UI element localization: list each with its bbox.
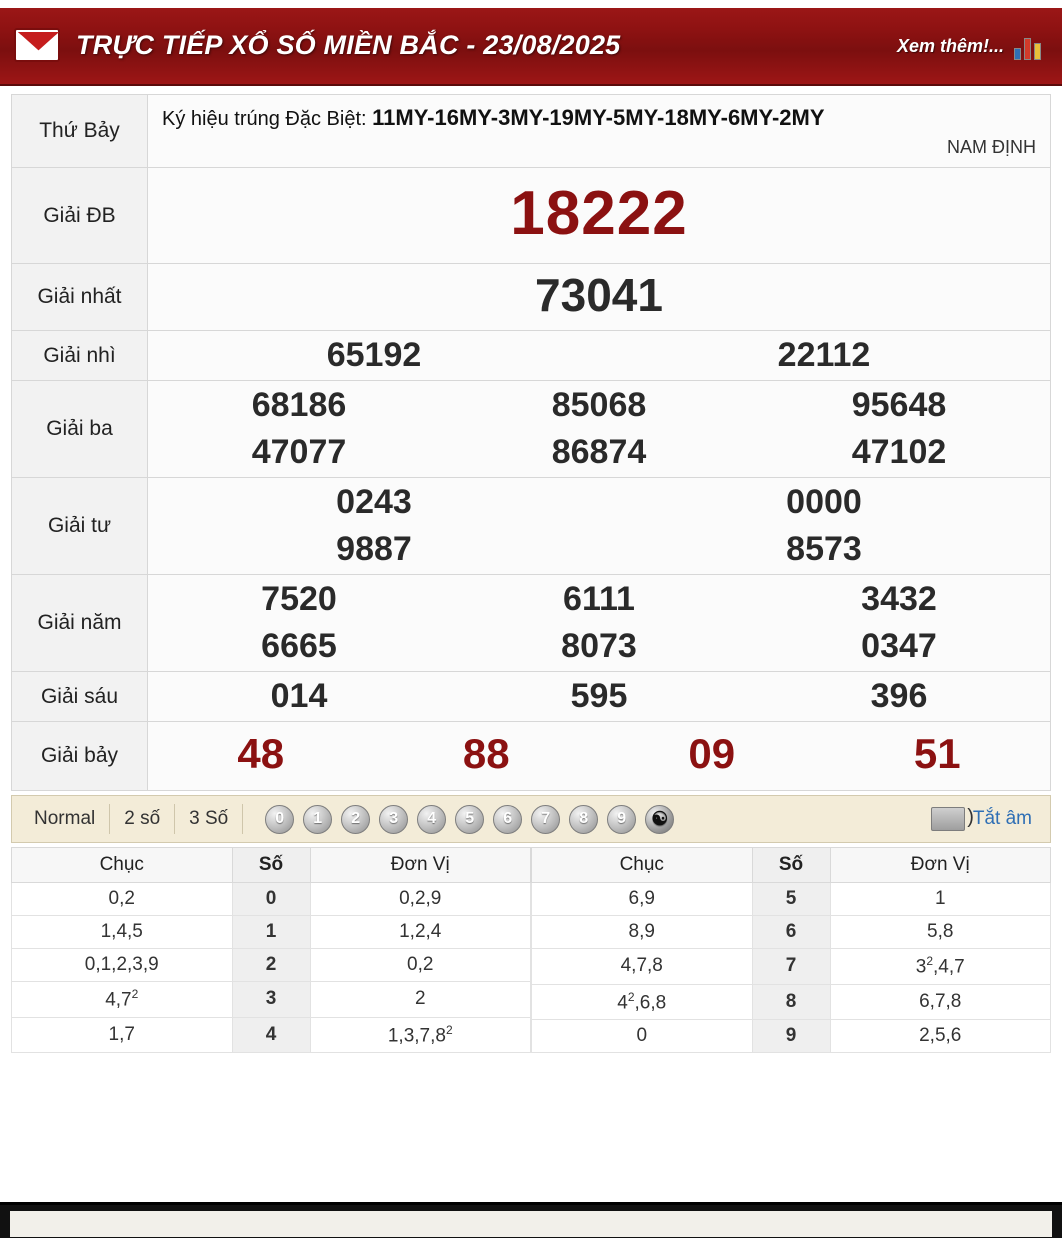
cell-donvi: 1,2,4 bbox=[310, 916, 531, 949]
table-row bbox=[532, 1019, 1051, 1052]
table-row bbox=[12, 883, 531, 916]
cell-so: 5 bbox=[752, 883, 830, 916]
table-row bbox=[532, 984, 1051, 1019]
symbol-value: 11MY-16MY-3MY-19MY-5MY-18MY-6MY-2MY bbox=[372, 105, 825, 130]
prize-number: 595 bbox=[570, 677, 628, 716]
province-label: NAM ĐỊNH bbox=[947, 137, 1036, 157]
prize-number: 85068 bbox=[551, 386, 647, 425]
col-header-so: Số bbox=[752, 848, 830, 883]
prize-values-g5 bbox=[148, 575, 1051, 672]
prize-label-g3: Giải ba bbox=[12, 381, 148, 478]
sound-label[interactable]: Tắt âm bbox=[972, 808, 1032, 830]
prize-number: 86874 bbox=[551, 433, 647, 472]
cell-so: 0 bbox=[232, 883, 310, 916]
digit-ball-1[interactable]: 1 bbox=[303, 805, 332, 834]
mail-icon bbox=[14, 28, 60, 62]
cell-chuc: 4,7,8 bbox=[532, 949, 753, 984]
digit-summary-right bbox=[531, 847, 1051, 1053]
table-row bbox=[12, 916, 531, 949]
table-row-g6 bbox=[12, 672, 1051, 722]
prize-number: 68186 bbox=[251, 386, 347, 425]
table-row-g2 bbox=[12, 331, 1051, 381]
prize-number: 6111 bbox=[563, 580, 635, 619]
prize-number: 0243 bbox=[336, 483, 412, 522]
weekday-label: Thứ Bảy bbox=[12, 95, 148, 168]
cell-so: 4 bbox=[232, 1017, 310, 1052]
three-digit-button[interactable]: 3 Số bbox=[175, 804, 243, 834]
prize-values-g7 bbox=[148, 722, 1051, 791]
sound-toggle[interactable] bbox=[931, 807, 1044, 831]
table-row-g3 bbox=[12, 381, 1051, 478]
prize-number: 51 bbox=[913, 730, 961, 778]
digit-ball-0[interactable]: 0 bbox=[265, 805, 294, 834]
digit-filter-balls bbox=[265, 805, 674, 834]
prize-values-g4 bbox=[148, 478, 1051, 575]
cell-chuc: 0,1,2,3,9 bbox=[12, 949, 233, 982]
cell-donvi: 0,2 bbox=[310, 949, 531, 982]
two-digit-button[interactable]: 2 số bbox=[110, 804, 175, 834]
table-row bbox=[12, 982, 531, 1017]
cell-donvi: 1 bbox=[830, 883, 1051, 916]
prize-values-g2 bbox=[148, 331, 1051, 381]
table-row-db bbox=[12, 168, 1051, 264]
prize-value-db: 18222 bbox=[148, 168, 1051, 264]
digit-ball-7[interactable]: 7 bbox=[531, 805, 560, 834]
page-header bbox=[0, 0, 1062, 86]
cell-donvi: 5,8 bbox=[830, 916, 1051, 949]
footer-inner bbox=[10, 1211, 1052, 1237]
speaker-icon[interactable] bbox=[931, 807, 965, 831]
cell-donvi: 2,5,6 bbox=[830, 1019, 1051, 1052]
cell-chuc: 1,7 bbox=[12, 1017, 233, 1052]
digit-summary-left bbox=[11, 847, 531, 1053]
lottery-results-table bbox=[11, 94, 1051, 791]
digit-ball-5[interactable]: 5 bbox=[455, 805, 484, 834]
cell-chuc: 0 bbox=[532, 1019, 753, 1052]
table-row bbox=[532, 949, 1051, 984]
prize-values-g6 bbox=[148, 672, 1051, 722]
footer-strip bbox=[0, 1202, 1062, 1238]
prize-label-db: Giải ĐB bbox=[12, 168, 148, 264]
prize-number: 0347 bbox=[861, 627, 937, 666]
cell-chuc: 6,9 bbox=[532, 883, 753, 916]
prize-number: 6665 bbox=[261, 627, 337, 666]
cell-chuc: 1,4,5 bbox=[12, 916, 233, 949]
prize-label-g6: Giải sáu bbox=[12, 672, 148, 722]
prize-number: 88 bbox=[462, 730, 510, 778]
prize-number: 0000 bbox=[786, 483, 862, 522]
see-more-link[interactable]: Xem thêm!... bbox=[896, 35, 1004, 56]
prize-label-g4: Giải tư bbox=[12, 478, 148, 575]
table-row bbox=[532, 916, 1051, 949]
special-symbol-cell bbox=[148, 95, 1051, 168]
table-row-g5 bbox=[12, 575, 1051, 672]
table-row bbox=[12, 1017, 531, 1052]
prize-label-g7: Giải bảy bbox=[12, 722, 148, 791]
prize-number: 65192 bbox=[326, 336, 422, 375]
table-header-row bbox=[12, 848, 531, 883]
cell-so: 6 bbox=[752, 916, 830, 949]
prize-number: 9887 bbox=[336, 530, 412, 569]
cell-so: 1 bbox=[232, 916, 310, 949]
cell-chuc: $4,7^2$ bbox=[12, 982, 233, 1017]
cell-chuc: $4^2,6,8$ bbox=[532, 984, 753, 1019]
cell-chuc: 0,2 bbox=[12, 883, 233, 916]
view-toolbar bbox=[11, 795, 1051, 843]
table-row-g7 bbox=[12, 722, 1051, 791]
prize-label-g1: Giải nhất bbox=[12, 264, 148, 331]
col-header-donvi: Đơn Vị bbox=[310, 848, 531, 883]
cell-so: 7 bbox=[752, 949, 830, 984]
cell-donvi: 6,7,8 bbox=[830, 984, 1051, 1019]
yin-yang-icon[interactable]: ☯ bbox=[645, 805, 674, 834]
digit-summary-section bbox=[11, 847, 1051, 1053]
col-header-donvi: Đơn Vị bbox=[830, 848, 1051, 883]
table-row bbox=[532, 883, 1051, 916]
prize-number: 7520 bbox=[261, 580, 337, 619]
prize-number: 396 bbox=[870, 677, 928, 716]
table-row-g4 bbox=[12, 478, 1051, 575]
prize-number: 3432 bbox=[861, 580, 937, 619]
table-row-symbol bbox=[12, 95, 1051, 168]
table-row bbox=[12, 949, 531, 982]
header-actions bbox=[897, 32, 1048, 60]
cell-donvi: 0,2,9 bbox=[310, 883, 531, 916]
cell-so: 2 bbox=[232, 949, 310, 982]
prize-number: 47077 bbox=[251, 433, 347, 472]
col-header-so: Số bbox=[232, 848, 310, 883]
prize-value-g1: 73041 bbox=[148, 264, 1051, 331]
digit-ball-8[interactable]: 8 bbox=[569, 805, 598, 834]
prize-values-g3 bbox=[148, 381, 1051, 478]
prize-number: 09 bbox=[688, 730, 736, 778]
col-header-chuc: Chục bbox=[532, 848, 753, 883]
cell-so: 9 bbox=[752, 1019, 830, 1052]
digit-ball-9[interactable]: 9 bbox=[607, 805, 636, 834]
bar-chart-icon[interactable] bbox=[1014, 32, 1048, 60]
mode-normal-button[interactable]: Normal bbox=[18, 804, 110, 834]
prize-number: 47102 bbox=[851, 433, 947, 472]
prize-number: 48 bbox=[237, 730, 285, 778]
prize-number: 8073 bbox=[561, 627, 637, 666]
digit-ball-4[interactable]: 4 bbox=[417, 805, 446, 834]
cell-donvi: 2 bbox=[310, 982, 531, 1017]
digit-ball-3[interactable]: 3 bbox=[379, 805, 408, 834]
digit-ball-6[interactable]: 6 bbox=[493, 805, 522, 834]
prize-label-g2: Giải nhì bbox=[12, 331, 148, 381]
cell-so: 8 bbox=[752, 984, 830, 1019]
prize-number: 22112 bbox=[777, 336, 871, 375]
symbol-label: Ký hiệu trúng Đặc Biệt: bbox=[162, 108, 367, 130]
cell-donvi: $3^2,4,7$ bbox=[830, 949, 1051, 984]
table-row-g1 bbox=[12, 264, 1051, 331]
page-title: TRỰC TIẾP XỔ SỐ MIỀN BẮC - 23/08/2025 bbox=[76, 29, 621, 60]
prize-label-g5: Giải năm bbox=[12, 575, 148, 672]
digit-ball-2[interactable]: 2 bbox=[341, 805, 370, 834]
col-header-chuc: Chục bbox=[12, 848, 233, 883]
prize-number: 014 bbox=[270, 677, 328, 716]
prize-number: 8573 bbox=[786, 530, 862, 569]
table-header-row bbox=[532, 848, 1051, 883]
cell-donvi: 1,3,7,8$^2$ bbox=[310, 1017, 531, 1052]
prize-number: 95648 bbox=[851, 386, 947, 425]
cell-chuc: 8,9 bbox=[532, 916, 753, 949]
cell-so: 3 bbox=[232, 982, 310, 1017]
